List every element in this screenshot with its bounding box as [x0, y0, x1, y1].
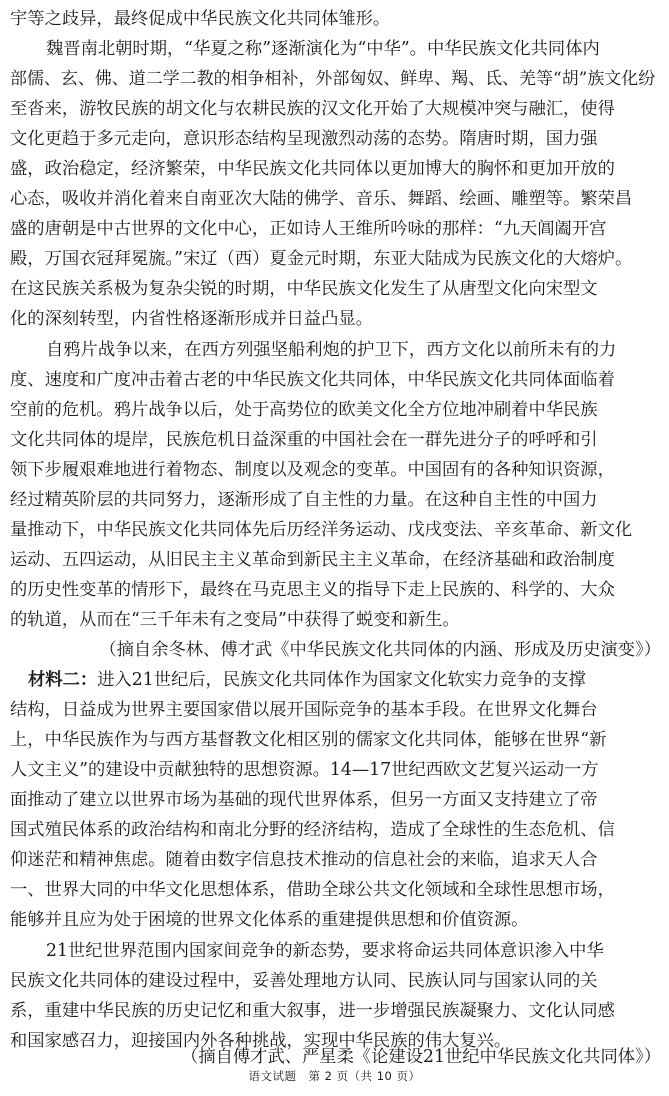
- paragraph3-line-2: 度、速度和广度冲击着古老的中华民族文化共同体，中华民族文化共同体面临着: [10, 370, 615, 390]
- text-line: [0, 485, 669, 515]
- text-line: [0, 785, 669, 815]
- text-line: [0, 365, 669, 395]
- text-line: [0, 875, 669, 905]
- paragraph4-line-4: 人文主义”的建设中贡献独特的思想资源。14—17世纪西欧文艺复兴运动一方: [10, 760, 599, 780]
- text-line: [0, 905, 669, 935]
- material-2-label: 材料二：: [28, 670, 98, 690]
- paragraph2-line-7: 盛的唐朝是中古世界的文化中心，正如诗人王维所吟咏的那样：“九天阊阖开宫: [10, 219, 607, 239]
- source-citation-2: [0, 1046, 669, 1068]
- paragraph3-line-6: 经过精英阶层的共同努力，逐渐形成了自主性的力量。在这种自主性的中国力: [10, 490, 598, 510]
- text-line: [0, 395, 669, 425]
- page-footer: 语文试题 第 2 页（共 10 页）: [248, 1069, 421, 1083]
- text-line: [0, 335, 669, 365]
- paragraph3-line-1: 自鸦片战争以来，在西方列强坚船利炮的护卫下，西方文化以前所未有的力: [46, 340, 617, 360]
- paragraph4-line-6: 国式殖民体系的政治结构和南北分野的经济结构，造成了全球性的生态危机、信: [10, 820, 615, 840]
- paragraph2-line-10: 化的深刻转型，内省性格逐渐形成并日益凸显。: [10, 309, 373, 329]
- text-line: [0, 4, 669, 34]
- paragraph3-line-7: 量推动下，中华民族文化共同体先后历经洋务运动、戊戌变法、辛亥革命、新文化: [10, 520, 633, 540]
- source-citation-1: [0, 635, 669, 665]
- text-line: [0, 94, 669, 124]
- text-line: [0, 154, 669, 184]
- text-line: [0, 605, 669, 635]
- text-line: [0, 545, 669, 575]
- text-line: [0, 34, 669, 64]
- text-line: [0, 304, 669, 334]
- text-line: [0, 214, 669, 244]
- paragraph3-line-8: 运动、五四运动，从旧民主主义革命到新民主主义革命，在经济基础和政治制度: [10, 550, 615, 570]
- paragraph5-line-4: 和国家感召力，迎接国内外各种挑战，实现中华民族的伟大复兴。: [10, 1031, 512, 1051]
- paragraph3-line-5: 领下步履艰难地进行着物态、制度以及观念的变革。中国固有的各种知识资源，: [10, 460, 615, 480]
- text-line: [0, 575, 669, 605]
- paragraph4-line-1: 进入21世纪后，民族文化共同体作为国家文化软实力竞争的支撑: [97, 670, 586, 690]
- paragraph5-line-1: 21世纪世界范围内国家间竞争的新态势，要求将命运共同体意识渗入中华: [46, 941, 604, 961]
- text-line: [0, 845, 669, 875]
- paragraph5-line-3: 系，重建中华民族的历史记忆和重大叙事，进一步增强民族凝聚力、文化认同感: [10, 1001, 615, 1021]
- paragraph3-line-10: 的轨道，从而在“三千年未有之变局”中获得了蜕变和新生。: [10, 610, 460, 630]
- paragraph2-line-8: 殿，万国衣冠拜冕旒。”宋辽（西）夏金元时期，东亚大陆成为民族文化的大熔炉。: [10, 249, 633, 269]
- paragraph2-line-3: 至沓来，游牧民族的胡文化与农耕民族的汉文化开始了大规模冲突与融汇，使得: [10, 99, 615, 119]
- text-line: [0, 425, 669, 455]
- text-line: [0, 64, 669, 94]
- paragraph2-line-1: 魏晋南北朝时期，“华夏之称”逐渐演化为“中华”。中华民族文化共同体内: [46, 39, 600, 59]
- text-line: [0, 124, 669, 154]
- paragraph4-line-2: 结构，日益成为世界主要国家借以展开国际竞争的基本手段。在世界文化舞台: [10, 700, 598, 720]
- paragraph3-line-3: 空前的危机。鸦片战争以后，处于高势位的欧美文化全方位地冲刷着中华民族: [10, 400, 598, 420]
- paragraph2-line-9: 在这民族关系极为复杂尖锐的时期，中华民族文化发生了从唐型文化向宋型文: [10, 279, 598, 299]
- paragraph5-line-2: 民族文化共同体的建设过程中，妥善处理地方认同、民族认同与国家认同的关: [10, 971, 598, 991]
- text-line: [0, 184, 669, 214]
- text-line: [0, 274, 669, 304]
- text-line: [0, 725, 669, 755]
- paragraph3-line-9: 的历史性变革的情形下，最终在马克思主义的指导下走上民族的、科学的、大众: [10, 580, 615, 600]
- text-line: [0, 936, 669, 966]
- text-line: [0, 815, 669, 845]
- paragraph2-line-6: 心态，吸收并消化着来自南亚次大陆的佛学、音乐、舞蹈、绘画、雕塑等。繁荣昌: [10, 189, 633, 209]
- paragraph4-line-3: 上，中华民族作为与西方基督教文化相区别的儒家文化共同体，能够在世界“新: [10, 730, 607, 750]
- text-line: [0, 244, 669, 274]
- paragraph4-line-8: 一、世界大同的中华文化思想体系，借助全球公共文化领域和全球性思想市场，: [10, 880, 615, 900]
- paragraph2-line-2: 部儒、玄、佛、道二学二教的相争相补，外部匈奴、鲜卑、羯、氐、羌等“胡”族文化纷: [10, 69, 656, 89]
- source-citation-text: （摘自余冬林、傅才武《中华民族文化共同体的内涵、形成及历史演变》）: [99, 640, 661, 660]
- text-line: [0, 665, 669, 695]
- paragraph2-line-4: 文化更趋于多元走向，意识形态结构呈现激烈动荡的态势。隋唐时期，国力强: [10, 129, 598, 149]
- paragraph2-line-5: 盛，政治稳定，经济繁荣，中华民族文化共同体以更加博大的胸怀和更加开放的: [10, 159, 615, 179]
- paragraph4-line-9: 能够并且应为处于困境的世界文化体系的重建提供思想和价值资源。: [10, 910, 529, 930]
- paragraph1-line-1: 宇等之歧异，最终促成中华民族文化共同体雏形。: [10, 9, 391, 29]
- text-line: [0, 996, 669, 1026]
- paragraph4-line-7: 仰迷茫和精神焦虑。随着由数字信息技术推动的信息社会的来临，追求天人合: [10, 850, 598, 870]
- text-line: [0, 695, 669, 725]
- text-line: [0, 755, 669, 785]
- source-citation-text: （摘自傅才武、严星柔《论建设21世纪中华民族文化共同体》）: [181, 1047, 661, 1067]
- text-line: [0, 515, 669, 545]
- paragraph4-line-5: 面推动了建立以世界市场为基础的现代世界体系，但另一方面又支持建立了帝: [10, 790, 598, 810]
- text-line: [0, 966, 669, 996]
- paragraph3-line-4: 文化共同体的堤岸，民族危机日益深重的中国社会在一群先进分子的呼呼和引: [10, 430, 598, 450]
- text-line: [0, 455, 669, 485]
